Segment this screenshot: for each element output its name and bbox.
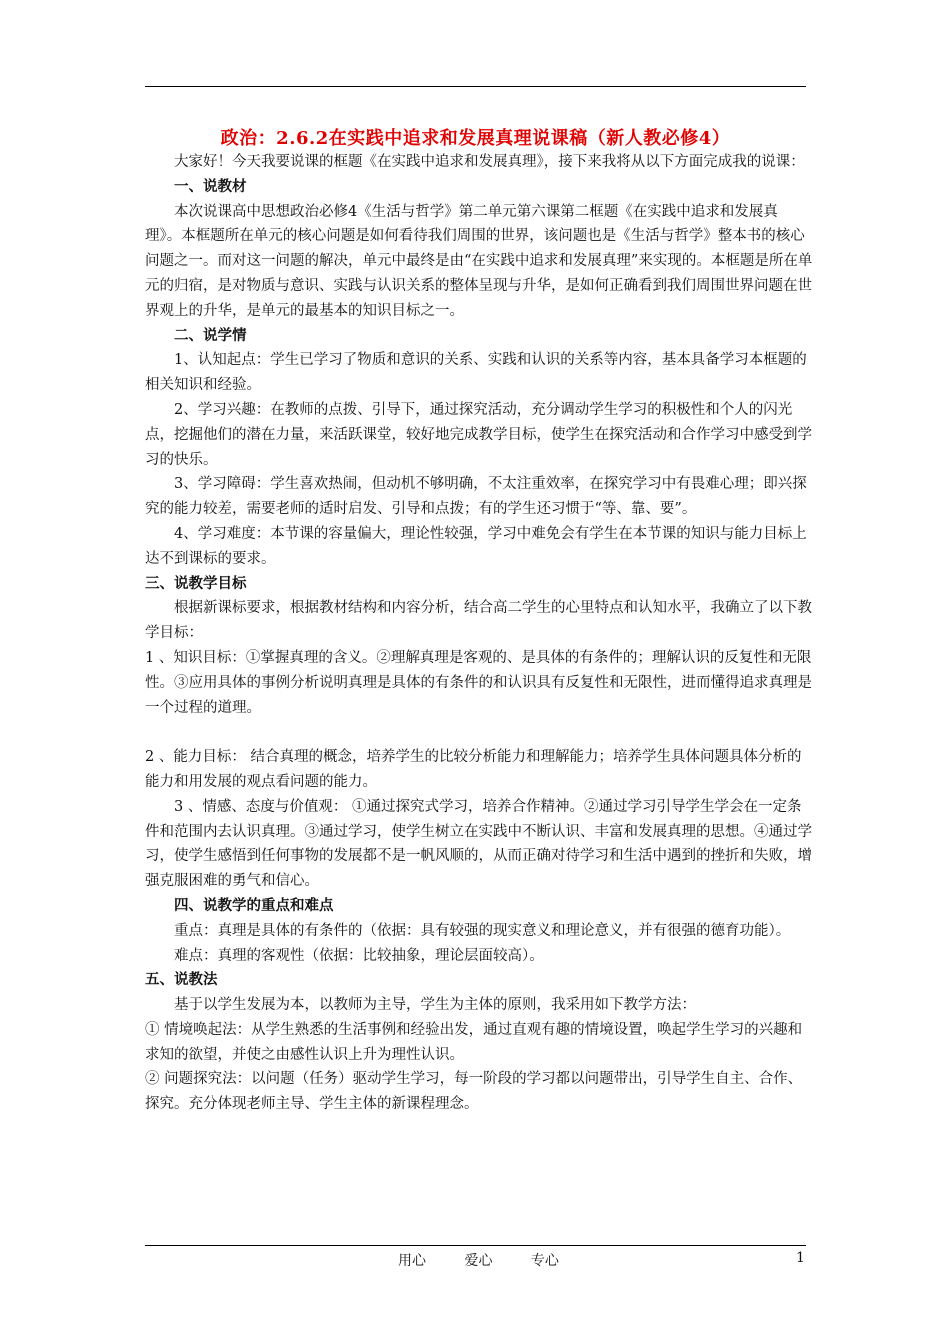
paragraph: 难点：真理的客观性（依据：比较抽象，理论层面较高）。 xyxy=(174,947,544,964)
page-number: 1 xyxy=(796,1250,805,1266)
paragraph: 3 、情感、态度与价值观： ①通过探究式学习，培养合作精神。②通过学习引导学生学会在一定条件和范围内去认识真理。③通过学习，使学生树立在实践中不断认识、丰富和发展真理的思想。④通过学习，使学生感悟到任何事物的发展都不是一帆风顺的，从而正确对待学习和生活中遇到的挫折和失败，增强克服困难的勇气和信心。 xyxy=(145,798,812,890)
document-body xyxy=(145,150,813,1117)
paragraph: 1、认知起点：学生已学习了物质和意识的关系、实践和认识的关系等内容，基本具备学习本框题的相关知识和经验。 xyxy=(145,352,807,394)
section-heading: 五、说教法 xyxy=(145,971,218,989)
paragraph: ① 情境唤起法：从学生熟悉的生活事例和经验出发，通过直观有趣的情境设置，唤起学生学习的兴趣和求知的欲望，并使之由感性认识上升为理性认识。 xyxy=(145,1021,803,1063)
paragraph: 根据新课标要求，根据教材结构和内容分析，结合高二学生的心里特点和认知水平，我确立了以下教学目标： xyxy=(145,600,812,642)
paragraph: 1 、知识目标：①掌握真理的含义。②理解真理是客观的、是具体的有条件的；理解认识的反复性和无限性。③应用具体的事例分析说明真理是具体的有条件的和认识具有反复性和无限性，进而懂得追求真理是一个过程的道理。 xyxy=(145,649,812,716)
blank-line xyxy=(145,720,813,745)
paragraph: 重点：真理是具体的有条件的（依据：具有较强的现实意义和理论意义，并有很强的德育功能）。 xyxy=(174,922,791,939)
footer-rule xyxy=(145,1245,806,1246)
section-heading: 二、说学情 xyxy=(174,326,247,344)
paragraph: 本次说课高中思想政治必修4《生活与哲学》第二单元第六课第二框题《在实践中追求和发展真理》。本框题所在单元的核心问题是如何看待我们周围的世界，该问题也是《生活与哲学》整本书的核心问题之一。而对这一问题的解决，单元中最终是由“在实践中追求和发展真理”来实现的。本框题是所在单元的归宿，是对物质与意识、实践与认识关系的整体呈现与升华，是如何正确看到我们周围世界问题在世界观上的升华，是单元的最基本的知识目标之一。 xyxy=(145,203,813,319)
paragraph: ② 问题探究法：以问题（任务）驱动学生学习，每一阶段的学习都以问题带出，引导学生自主、合作、探究。充分体现老师主导、学生主体的新课程理念。 xyxy=(145,1071,803,1113)
paragraph: 2、学习兴趣：在教师的点拨、引导下，通过探究活动，充分调动学生学习的积极性和个人的闪光点，挖掘他们的潜在力量，来活跃课堂，较好地完成教学目标，使学生在探究活动和合作学习中感受到学习的快乐。 xyxy=(145,401,812,468)
paragraph: 2 、能力目标： 结合真理的概念，培养学生的比较分析能力和理解能力；培养学生具体问题具体分析的能力和用发展的观点看问题的能力。 xyxy=(145,749,802,790)
section-heading: 四、说教学的重点和难点 xyxy=(174,896,334,914)
paragraph: 基于以学生发展为本，以教师为主导，学生为主体的原则，我采用如下教学方法： xyxy=(174,997,696,1014)
paragraph: 大家好！今天我要说课的框题《在实践中追求和发展真理》，接下来我将从以下方面完成我的说课： xyxy=(174,154,805,170)
footer-word: 爱心 xyxy=(464,1253,493,1269)
footer-word: 专心 xyxy=(530,1253,559,1269)
section-heading: 一、说教材 xyxy=(174,177,247,195)
header-rule xyxy=(145,86,806,87)
footer-word: 用心 xyxy=(398,1253,426,1269)
footer-motto xyxy=(398,1250,593,1270)
section-heading: 三、说教学目标 xyxy=(145,574,247,592)
document-title: 政治：2.6.2在实践中追求和发展真理说课稿（新人教必修4） xyxy=(220,128,731,149)
paragraph: 3、学习障碍：学生喜欢热闹，但动机不够明确，不太注重效率，在探究学习中有畏难心理；即兴探究的能力较差，需要老师的适时启发、引导和点拨；有的学生还习惯于“等、靠、要”。 xyxy=(145,476,807,518)
paragraph: 4、学习难度：本节课的容量偏大，理论性较强，学习中难免会有学生在本节课的知识与能力目标上达不到课标的要求。 xyxy=(145,525,807,567)
